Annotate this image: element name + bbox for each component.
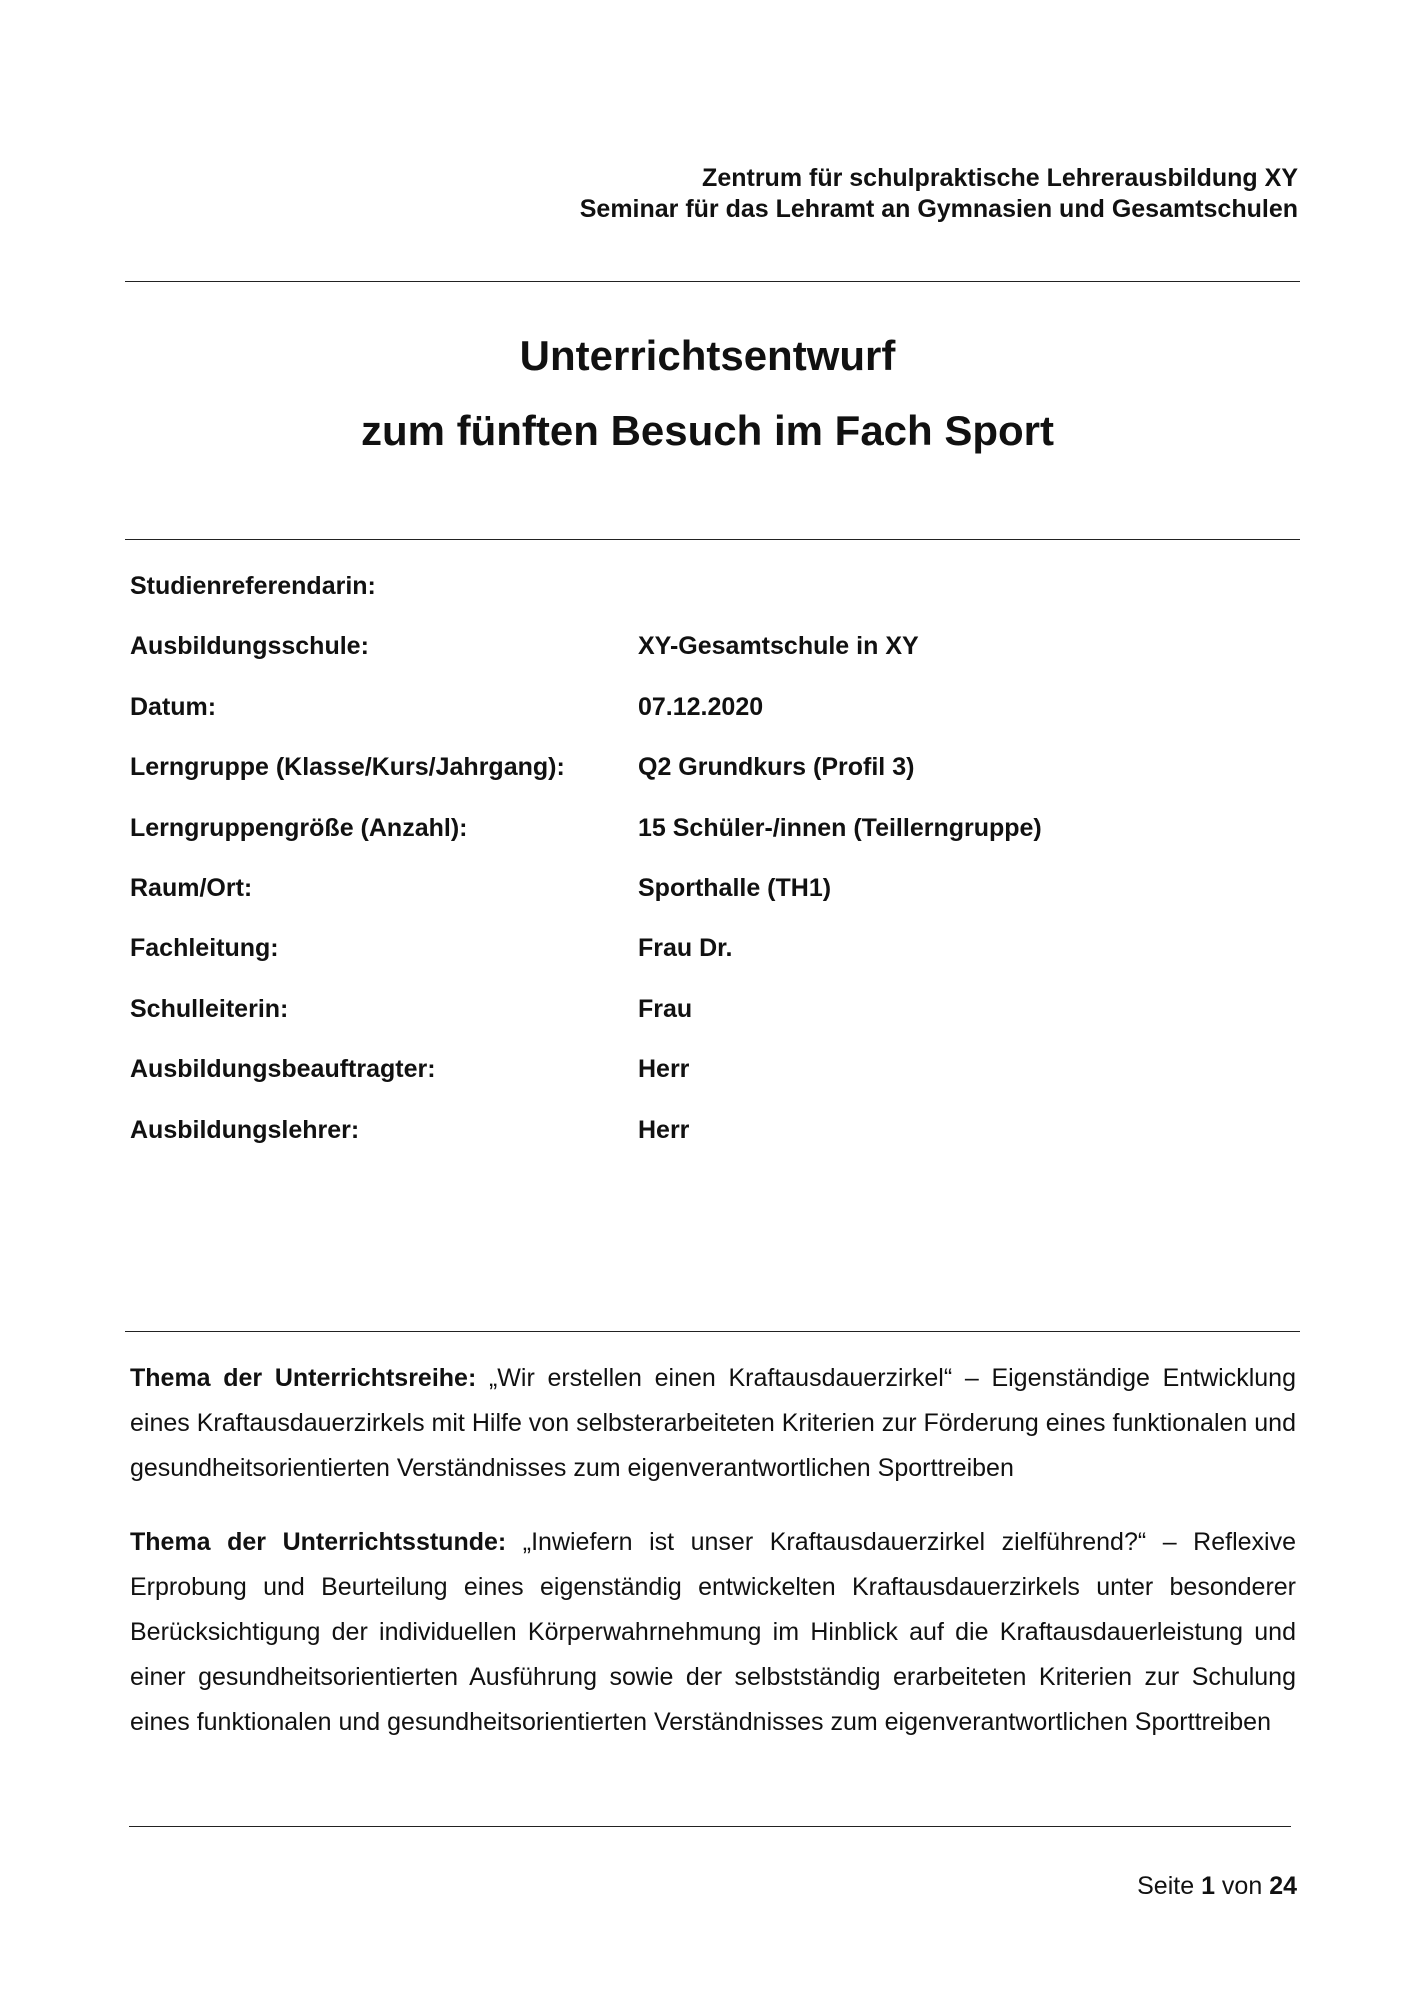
topic-lesson-label: Thema der Unterrichtsstunde: xyxy=(130,1528,507,1556)
info-value: 07.12.2020 xyxy=(638,692,764,721)
info-label: Raum/Ort: xyxy=(130,873,253,902)
document-title: Unterrichtsentwurf xyxy=(519,332,896,379)
info-value: XY-Gesamtschule in XY xyxy=(638,632,919,661)
info-label: Ausbildungslehrer: xyxy=(130,1115,360,1144)
info-label: Studienreferendarin: xyxy=(130,572,376,600)
topic-series-text: „Wir erstellen einen Kraftausdauerzirkel“ – Eigenständige Entwicklung eines Kraftausdauerzirkels mit Hilfe von selbsterarbeiteten Kriterien zur Förderung eines funktionalen und gesundheitsorientierten Verständnisses zum eigenverantwortlichen Sporttreiben xyxy=(130,1364,1296,1482)
divider-top xyxy=(125,281,1300,282)
info-row xyxy=(130,810,1270,870)
info-row xyxy=(130,689,1270,749)
info-row xyxy=(130,870,1270,930)
divider-footer xyxy=(129,1826,1291,1827)
info-value: Q2 Grundkurs (Profil 3) xyxy=(638,753,915,782)
info-row xyxy=(130,930,1270,990)
topic-lesson-text: „Inwiefern ist unser Kraftausdauerzirkel zielführend?“ – Reflexive Erprobung und Beurteilung eines eigenständig entwickelten Kraftausdauerzirkels unter besonderer Berücksichtigung der individuellen Körperwahrnehmung im Hinblick auf die Kraftausdauerleistung und einer gesundheitsorientierten Ausführung sowie der selbstständig erarbeiteten Kriterien zur Schulung eines funktionalen und gesundheitsorientierten Verständnisses zum eigenverantwortlichen Sporttreiben xyxy=(130,1528,1296,1736)
topic-series-label: Thema der Unterrichtsreihe: xyxy=(130,1364,477,1392)
topic-series xyxy=(130,1356,1296,1491)
institution-name: Zentrum für schulpraktische Lehrerausbildung XY xyxy=(702,164,1298,192)
divider-info-top xyxy=(125,539,1300,540)
page-current: 1 xyxy=(1201,1872,1215,1900)
topic-lesson xyxy=(130,1520,1296,1745)
page-total: 24 xyxy=(1269,1872,1297,1900)
info-row xyxy=(130,568,1270,628)
info-label: Ausbildungsbeauftragter: xyxy=(130,1055,436,1084)
info-row xyxy=(130,749,1270,809)
page-prefix: Seite xyxy=(1137,1872,1195,1900)
info-table xyxy=(130,568,1270,1172)
info-label: Fachleitung: xyxy=(130,934,279,963)
divider-topics xyxy=(125,1331,1300,1332)
info-label: Ausbildungsschule: xyxy=(130,632,369,661)
page-number xyxy=(1137,1872,1297,1901)
info-label: Lerngruppe (Klasse/Kurs/Jahrgang): xyxy=(130,753,565,782)
info-row xyxy=(130,991,1270,1051)
info-label: Schulleiterin: xyxy=(130,994,289,1023)
institution-header xyxy=(580,163,1298,225)
info-value: Herr xyxy=(638,1115,690,1144)
seminar-name: Seminar für das Lehramt an Gymnasien und Gesamtschulen xyxy=(579,195,1298,223)
info-label: Lerngruppengröße (Anzahl): xyxy=(130,813,468,842)
document-subtitle: zum fünften Besuch im Fach Sport xyxy=(360,407,1055,454)
info-value: Frau xyxy=(638,994,693,1023)
info-value: Frau Dr. xyxy=(638,934,733,963)
info-value: 15 Schüler-/innen (Teillerngruppe) xyxy=(638,813,1042,842)
info-label: Datum: xyxy=(130,692,217,721)
info-row xyxy=(130,628,1270,688)
info-row xyxy=(130,1112,1270,1172)
info-value: Herr xyxy=(638,1055,690,1084)
page-of: von xyxy=(1221,1872,1263,1900)
info-value: Sporthalle (TH1) xyxy=(638,873,832,902)
info-row xyxy=(130,1051,1270,1111)
